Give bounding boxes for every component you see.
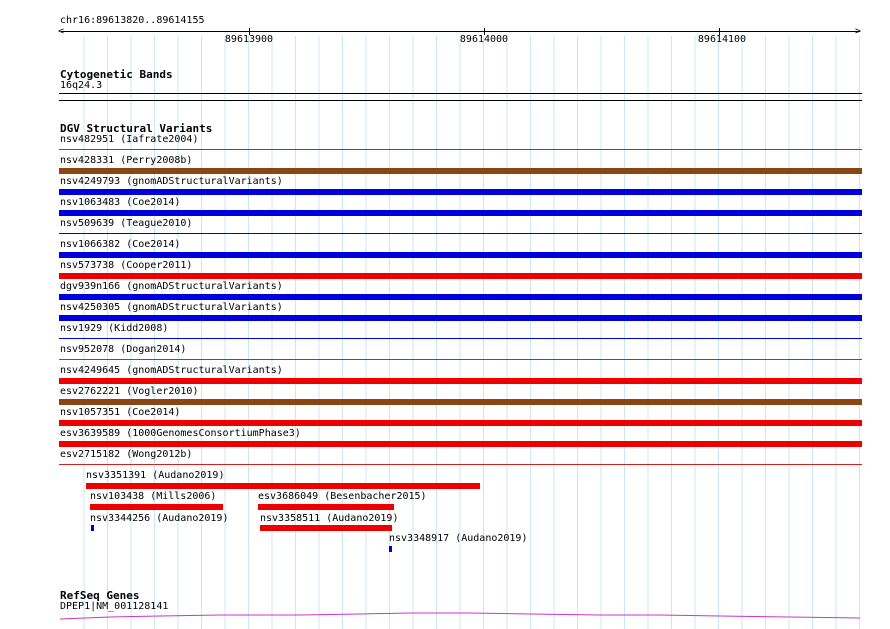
variant-line[interactable]: [59, 359, 862, 360]
variant-label[interactable]: nsv1929 (Kidd2008): [60, 323, 169, 334]
variant-line[interactable]: [59, 149, 862, 150]
feature-bar[interactable]: [260, 525, 392, 531]
ruler-tick-label: 89614100: [697, 34, 747, 45]
variant-label[interactable]: esv2762221 (Vogler2010): [60, 386, 199, 397]
variant-label[interactable]: nsv509639 (Teague2010): [60, 218, 193, 229]
feature-bar[interactable]: [258, 504, 394, 510]
gene-model[interactable]: [0, 600, 890, 629]
variant-label[interactable]: nsv428331 (Perry2008b): [60, 155, 193, 166]
variant-label[interactable]: nsv1063483 (Coe2014): [60, 197, 181, 208]
cytoband-bar-top: [59, 93, 862, 94]
variant-label[interactable]: nsv4249793 (gnomADStructuralVariants): [60, 176, 283, 187]
cytoband-label[interactable]: 16q24.3: [60, 80, 103, 91]
variant-bar[interactable]: [59, 315, 862, 321]
ruler-line: [61, 31, 860, 32]
feature-bar[interactable]: [90, 504, 223, 510]
ruler-tick-label: 89614000: [459, 34, 509, 45]
feature-label[interactable]: nsv3358511 (Audano2019): [260, 513, 399, 524]
variant-bar[interactable]: [59, 168, 862, 174]
variant-bar[interactable]: [59, 273, 862, 279]
variant-label[interactable]: nsv4250305 (gnomADStructuralVariants): [60, 302, 283, 313]
variant-label[interactable]: nsv573738 (Cooper2011): [60, 260, 193, 271]
variant-bar[interactable]: [59, 399, 862, 405]
feature-label[interactable]: nsv3344256 (Audano2019): [90, 513, 229, 524]
variant-bar[interactable]: [59, 210, 862, 216]
gene-label[interactable]: DPEP1|NM_001128141: [60, 601, 169, 612]
feature-label[interactable]: nsv3348917 (Audano2019): [389, 533, 528, 544]
variant-bar[interactable]: [59, 420, 862, 426]
feature-label[interactable]: esv3686049 (Besenbacher2015): [258, 491, 427, 502]
variant-label[interactable]: nsv952078 (Dogan2014): [60, 344, 187, 355]
feature-label[interactable]: nsv103438 (Mills2006): [90, 491, 217, 502]
variant-bar[interactable]: [59, 294, 862, 300]
variant-bar[interactable]: [59, 378, 862, 384]
cytoband-bar-bottom: [59, 100, 862, 101]
variant-label[interactable]: nsv4249645 (gnomADStructuralVariants): [60, 365, 283, 376]
variant-line[interactable]: [59, 233, 862, 234]
cytoband-track-title[interactable]: Cytogenetic Bands: [60, 68, 173, 81]
variant-label[interactable]: esv3639589 (1000GenomesConsortiumPhase3): [60, 428, 301, 439]
feature-label[interactable]: nsv3351391 (Audano2019): [86, 470, 225, 481]
feature-bar[interactable]: [389, 546, 392, 552]
feature-bar[interactable]: [86, 483, 480, 489]
variant-label[interactable]: esv2715182 (Wong2012b): [60, 449, 193, 460]
refseq-track-title[interactable]: RefSeq Genes: [60, 589, 140, 602]
variant-label[interactable]: nsv1066382 (Coe2014): [60, 239, 181, 250]
gene-model-line[interactable]: [60, 613, 860, 619]
variant-bar[interactable]: [59, 189, 862, 195]
location-label: chr16:89613820..89614155: [60, 15, 205, 26]
dgv-track-title[interactable]: DGV Structural Variants: [60, 122, 213, 135]
variant-line[interactable]: [59, 464, 862, 465]
variant-label[interactable]: nsv1057351 (Coe2014): [60, 407, 181, 418]
variant-bar[interactable]: [59, 441, 862, 447]
variant-label[interactable]: dgv939n166 (gnomADStructuralVariants): [60, 281, 283, 292]
scroll-right-arrow-icon[interactable]: >: [855, 26, 862, 37]
scroll-left-arrow-icon[interactable]: <: [58, 26, 65, 37]
variant-bar[interactable]: [59, 252, 862, 258]
ruler-tick-label: 89613900: [224, 34, 274, 45]
variant-label[interactable]: nsv482951 (Iafrate2004): [60, 134, 199, 145]
feature-bar[interactable]: [91, 525, 94, 531]
variant-line[interactable]: [59, 338, 862, 339]
